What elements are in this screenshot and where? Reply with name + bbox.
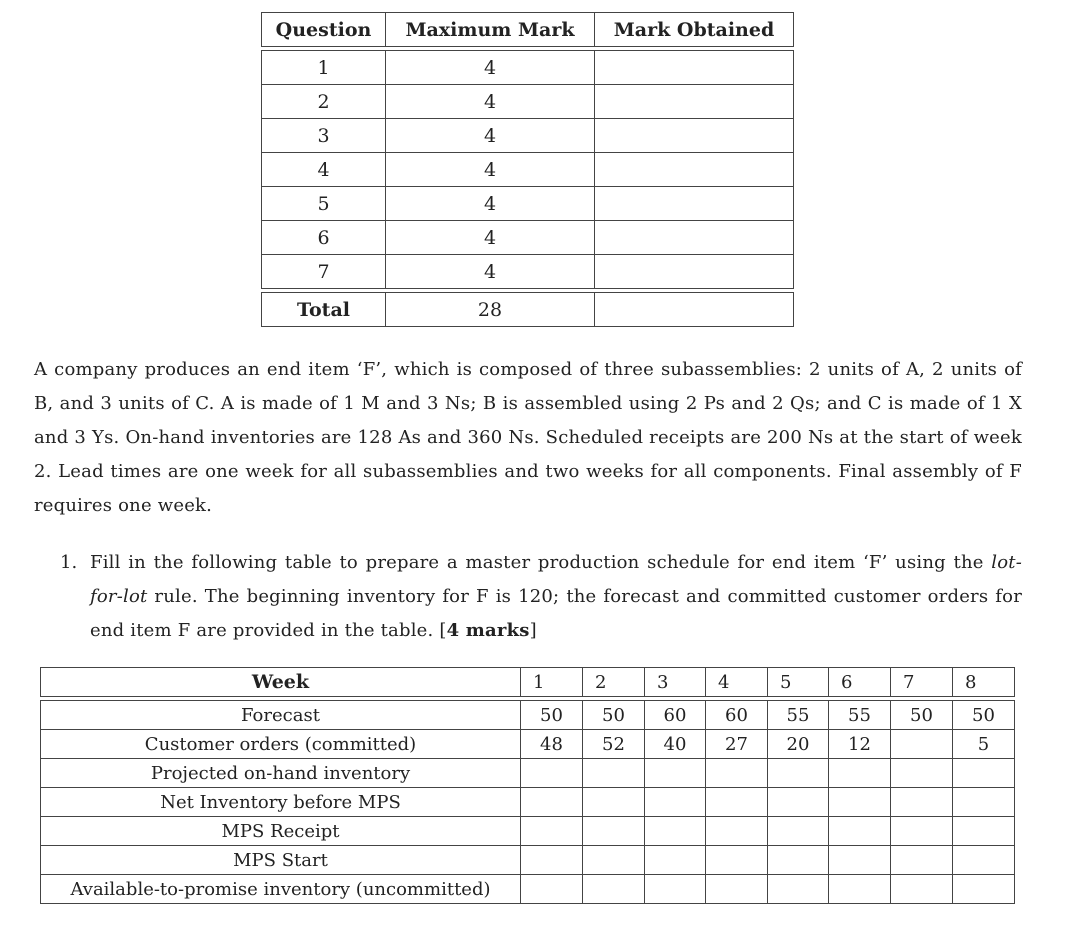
- mps-cell[interactable]: [891, 875, 953, 904]
- mps-row: [40, 730, 1015, 759]
- mps-cell[interactable]: [521, 846, 583, 875]
- mps-week-number: 7: [891, 667, 953, 697]
- marks-header-question: Question: [261, 12, 386, 47]
- mps-week-label: Week: [40, 667, 521, 697]
- mps-row: [40, 817, 1015, 846]
- mps-cell: 48: [521, 730, 583, 759]
- mps-cell: 12: [829, 730, 891, 759]
- marks-row: [261, 119, 794, 153]
- mps-cell[interactable]: [583, 817, 645, 846]
- mps-cell: 50: [583, 700, 645, 730]
- marks-obtained-cell[interactable]: [595, 85, 794, 119]
- mps-cell[interactable]: [645, 788, 706, 817]
- mps-cell[interactable]: [829, 788, 891, 817]
- mps-cell: 20: [768, 730, 829, 759]
- question-body: [90, 546, 1022, 648]
- marks-table-header: [261, 12, 794, 47]
- mps-cell: 50: [891, 700, 953, 730]
- marks-question: 4: [261, 153, 386, 187]
- mps-cell[interactable]: [829, 875, 891, 904]
- marks-max: 4: [386, 187, 595, 221]
- mps-cell[interactable]: [521, 875, 583, 904]
- mps-cell[interactable]: [953, 817, 1015, 846]
- marks-question: 3: [261, 119, 386, 153]
- marks-row: [261, 221, 794, 255]
- intro-paragraph: A company produces an end item ‘F’, which is composed of three subassemblies: 2 units of A, 2 units of B, and 3 units of C. A is made of 1 M and 3 Ns; B is assembled using 2 Ps and 2 Qs; and C is made of 1 X and 3 Ys. On-hand inventories are 128 As and 360 Ns. Scheduled receipts are 200 Ns at the start of week 2. Lead times are one week for all subassemblies and two weeks for all components. Final assembly of F requires one week.: [34, 359, 1022, 516]
- marks-max: 4: [386, 85, 595, 119]
- mps-row-label: MPS Receipt: [40, 817, 521, 846]
- mps-cell[interactable]: [891, 817, 953, 846]
- marks-obtained-cell[interactable]: [595, 255, 794, 289]
- mps-cell: 50: [521, 700, 583, 730]
- mps-row: [40, 788, 1015, 817]
- mps-cell: 55: [829, 700, 891, 730]
- mps-row-label: Available-to-promise inventory (uncommitted): [40, 875, 521, 904]
- mps-week-number: 4: [706, 667, 768, 697]
- marks-row: [261, 153, 794, 187]
- mps-row-label: Projected on-hand inventory: [40, 759, 521, 788]
- marks-obtained-cell[interactable]: [595, 187, 794, 221]
- mps-cell[interactable]: [953, 788, 1015, 817]
- marks-obtained-cell[interactable]: [595, 221, 794, 255]
- mps-cell: 40: [645, 730, 706, 759]
- mps-cell[interactable]: [583, 788, 645, 817]
- marks-total-row: [261, 292, 794, 327]
- marks-row: [261, 50, 794, 85]
- marks-max: 4: [386, 50, 595, 85]
- mps-week-number: 6: [829, 667, 891, 697]
- marks-row: [261, 187, 794, 221]
- mps-cell[interactable]: [768, 788, 829, 817]
- mps-row: [40, 846, 1015, 875]
- mps-cell: 50: [953, 700, 1015, 730]
- mps-week-number: 1: [521, 667, 583, 697]
- marks-header-maximum: Maximum Mark: [386, 12, 595, 47]
- mps-cell[interactable]: [768, 759, 829, 788]
- mps-cell[interactable]: [768, 846, 829, 875]
- mps-cell[interactable]: [768, 817, 829, 846]
- question-text-before: Fill in the following table to prepare a master production schedule for end item ‘F’ using the: [90, 552, 992, 573]
- question-number: 1.: [60, 552, 78, 573]
- marks-header-obtained: Mark Obtained: [595, 12, 794, 47]
- marks-question: 1: [261, 50, 386, 85]
- marks-total-obtained-cell[interactable]: [595, 292, 794, 327]
- mps-cell[interactable]: [706, 817, 768, 846]
- mps-cell[interactable]: [829, 817, 891, 846]
- mps-week-number: 3: [645, 667, 706, 697]
- marks-question: 5: [261, 187, 386, 221]
- question-close: ]: [529, 620, 537, 641]
- mps-cell[interactable]: [521, 788, 583, 817]
- marks-obtained-cell[interactable]: [595, 119, 794, 153]
- mps-cell: 5: [953, 730, 1015, 759]
- mps-cell[interactable]: [521, 759, 583, 788]
- mps-week-number: 5: [768, 667, 829, 697]
- mps-cell: 60: [706, 700, 768, 730]
- marks-table: [261, 12, 794, 327]
- marks-max: 4: [386, 119, 595, 153]
- mps-cell[interactable]: [706, 788, 768, 817]
- mps-week-number: 8: [953, 667, 1015, 697]
- mps-cell[interactable]: [583, 846, 645, 875]
- mps-cell[interactable]: [583, 759, 645, 788]
- mps-cell[interactable]: [645, 817, 706, 846]
- marks-obtained-cell[interactable]: [595, 153, 794, 187]
- mps-row: [40, 700, 1015, 730]
- question-marks: 4 marks: [446, 620, 530, 641]
- mps-cell[interactable]: [829, 759, 891, 788]
- marks-max: 4: [386, 255, 595, 289]
- mps-cell[interactable]: [891, 730, 953, 759]
- marks-row: [261, 255, 794, 289]
- mps-cell[interactable]: [768, 875, 829, 904]
- mps-cell[interactable]: [953, 846, 1015, 875]
- mps-cell[interactable]: [645, 875, 706, 904]
- mps-cell: 60: [645, 700, 706, 730]
- mps-cell[interactable]: [829, 846, 891, 875]
- mps-cell[interactable]: [706, 875, 768, 904]
- marks-obtained-cell[interactable]: [595, 50, 794, 85]
- mps-row-label: Customer orders (committed): [40, 730, 521, 759]
- marks-max: 4: [386, 153, 595, 187]
- question-1: [60, 546, 1022, 648]
- mps-cell[interactable]: [953, 759, 1015, 788]
- question-emphasis: lot-for-lot: [90, 552, 1022, 607]
- mps-cell[interactable]: [706, 846, 768, 875]
- marks-max: 4: [386, 221, 595, 255]
- mps-row: [40, 875, 1015, 904]
- mps-cell[interactable]: [583, 875, 645, 904]
- mps-cell: 52: [583, 730, 645, 759]
- mps-week-number: 2: [583, 667, 645, 697]
- mps-cell: 55: [768, 700, 829, 730]
- marks-question: 6: [261, 221, 386, 255]
- mps-cell[interactable]: [706, 759, 768, 788]
- mps-header-row: [40, 667, 1015, 697]
- question-text-after: rule. The beginning inventory for F is 120; the forecast and committed customer orders for end item F are provided in the table. [: [90, 586, 1022, 641]
- marks-total-label: Total: [261, 292, 386, 327]
- mps-table: [40, 667, 1015, 904]
- mps-row-label: MPS Start: [40, 846, 521, 875]
- mps-row-label: Forecast: [40, 700, 521, 730]
- mps-cell[interactable]: [891, 846, 953, 875]
- mps-cell[interactable]: [645, 759, 706, 788]
- marks-total-max: 28: [386, 292, 595, 327]
- mps-row-label: Net Inventory before MPS: [40, 788, 521, 817]
- mps-cell[interactable]: [521, 817, 583, 846]
- mps-cell[interactable]: [891, 788, 953, 817]
- mps-cell[interactable]: [891, 759, 953, 788]
- mps-row: [40, 759, 1015, 788]
- mps-cell[interactable]: [645, 846, 706, 875]
- marks-question: 2: [261, 85, 386, 119]
- marks-question: 7: [261, 255, 386, 289]
- mps-cell: 27: [706, 730, 768, 759]
- marks-row: [261, 85, 794, 119]
- mps-cell[interactable]: [953, 875, 1015, 904]
